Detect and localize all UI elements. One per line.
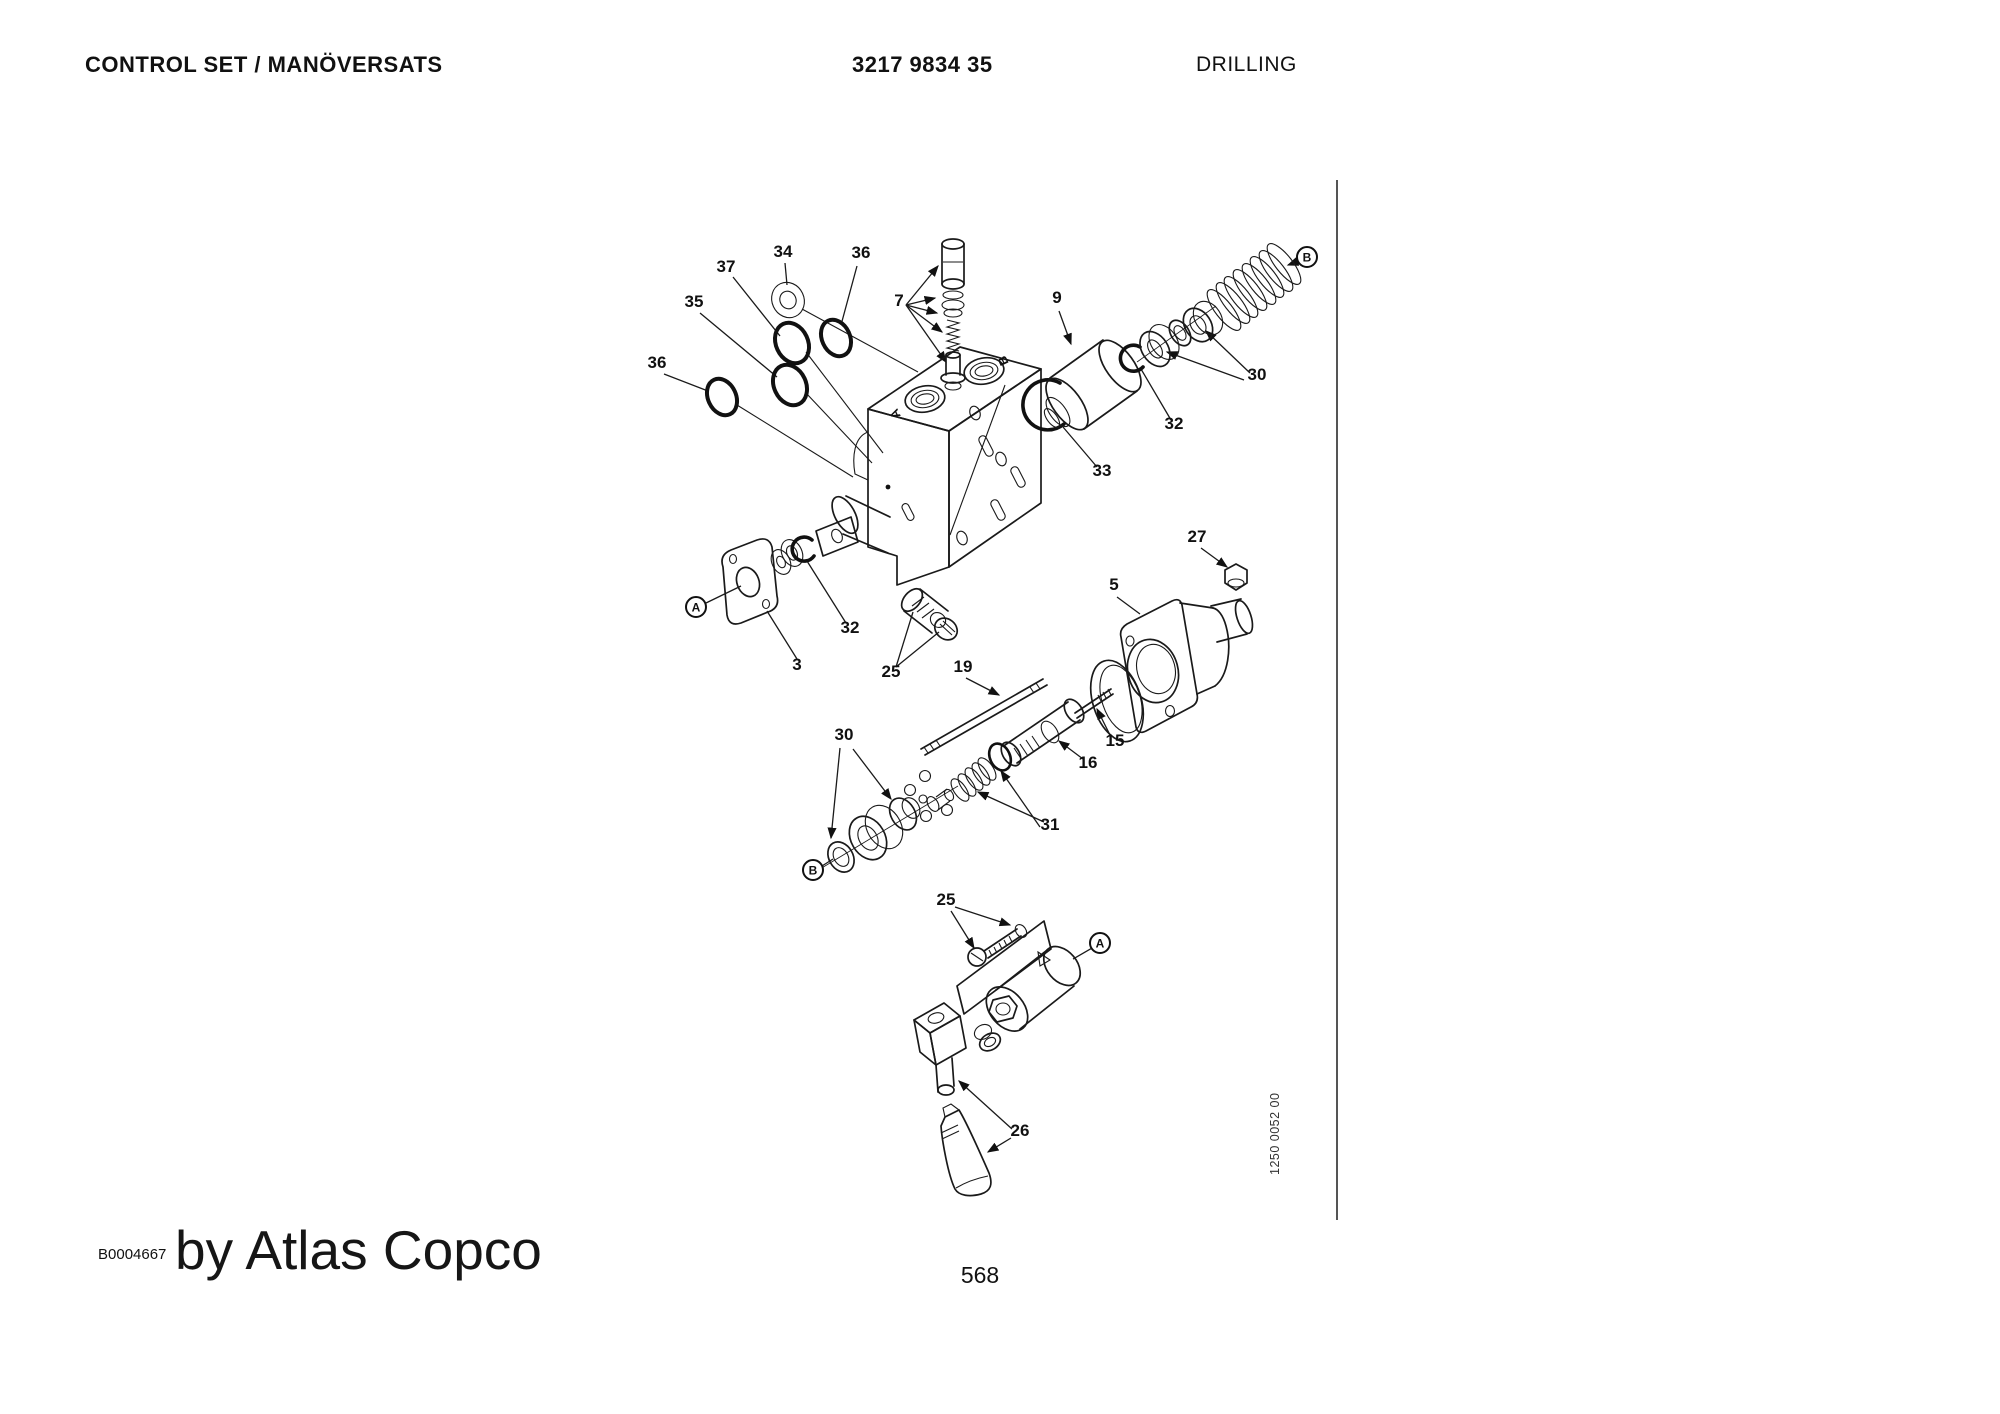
callout-3: 3 — [792, 655, 802, 674]
washers-30-top — [1134, 296, 1229, 372]
callout-15: 15 — [1105, 731, 1125, 750]
spring-right — [1202, 239, 1306, 335]
detent-group-bottom — [820, 740, 1015, 877]
callout-7: 7 — [894, 291, 904, 310]
callout-33: 33 — [1092, 461, 1112, 480]
view-marker-A — [686, 597, 706, 617]
callout-31: 31 — [1040, 815, 1060, 834]
port-a — [903, 383, 947, 416]
callout-25: 25 — [881, 662, 901, 681]
nut-27 — [1225, 564, 1247, 590]
page-title: CONTROL SET / MANÖVERSATS — [85, 52, 443, 77]
svg-text:B: B — [1302, 250, 1312, 265]
page-number: 568 — [960, 1262, 1000, 1288]
callout-30: 30 — [1247, 365, 1267, 384]
callout-34: 34 — [773, 242, 793, 261]
callout-32: 32 — [1164, 414, 1184, 433]
spool-flange-group — [722, 517, 858, 624]
view-marker-B — [803, 860, 823, 880]
brand-text: by Atlas Copco — [175, 1219, 542, 1281]
screw-25-mid — [898, 585, 962, 644]
section-label: DRILLING — [1196, 53, 1297, 76]
document-code: B0004667 — [98, 1246, 167, 1263]
callout-16: 16 — [1078, 753, 1098, 772]
valve-body — [827, 347, 1041, 585]
callout-27: 27 — [1187, 527, 1207, 546]
svg-text:B: B — [808, 863, 818, 878]
callout-35: 35 — [684, 292, 704, 311]
cylinder-9 — [1038, 334, 1149, 437]
svg-text:A: A — [1095, 936, 1105, 951]
rod-15 — [1075, 689, 1113, 718]
lever-block — [914, 1003, 966, 1095]
snap-ring-33 — [1023, 380, 1064, 430]
lever-assembly — [914, 921, 1088, 1196]
callout-36: 36 — [851, 243, 871, 262]
callout-26: 26 — [1010, 1121, 1030, 1140]
callout-5: 5 — [1109, 575, 1119, 594]
part7-pilot-valve — [941, 239, 965, 390]
callout-25: 25 — [936, 890, 956, 909]
leader-lines — [664, 261, 1299, 1152]
housing-5 — [1121, 599, 1256, 733]
screw-25-bottom — [968, 922, 1029, 966]
port-label-B: B — [995, 353, 1012, 368]
view-marker-A — [1090, 933, 1110, 953]
port-label-A: A — [887, 406, 904, 421]
view-marker-B — [1297, 247, 1317, 267]
callout-30: 30 — [834, 725, 854, 744]
callout-19: 19 — [953, 657, 973, 676]
drawing-number: 1250 0052 00 — [1268, 1092, 1282, 1175]
callout-9: 9 — [1052, 288, 1062, 307]
callout-32: 32 — [840, 618, 860, 637]
orings-top-left — [701, 277, 856, 420]
callout-37: 37 — [716, 257, 736, 276]
handle-26 — [941, 1104, 991, 1196]
part-number: 3217 9834 35 — [852, 52, 993, 77]
svg-text:A: A — [691, 600, 701, 615]
callout-36: 36 — [647, 353, 667, 372]
